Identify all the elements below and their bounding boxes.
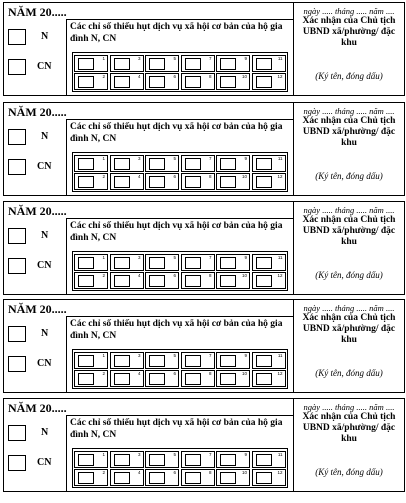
indicator-checkbox[interactable] — [181, 370, 215, 387]
indicator-checkbox[interactable] — [252, 352, 286, 369]
indicator-box — [149, 58, 165, 70]
indicator-number: 7 — [208, 156, 212, 161]
confirmation-title: Xác nhận của Chủ tịch UBND xã/phường/ đặc khu — [302, 412, 396, 444]
signature-note: (Ký tên, đóng dấu) — [315, 171, 383, 181]
checkbox-cn-label: CN — [37, 260, 52, 271]
indicator-box — [149, 454, 165, 466]
indicator-description: Các chỉ số thiếu hụt dịch vụ xã hội cơ bản của hộ gia đình N, CN — [70, 122, 283, 144]
indicator-number: 4 — [137, 470, 141, 475]
indicator-checkbox[interactable] — [74, 73, 108, 90]
checkbox-cn[interactable] — [8, 258, 26, 274]
indicator-checkbox[interactable] — [216, 155, 250, 172]
date-line: ngày ..... tháng ..... năm .... — [303, 205, 395, 215]
indicator-number: 10 — [241, 470, 247, 475]
indicator-grid — [72, 152, 288, 192]
indicator-number: 7 — [208, 56, 212, 61]
indicator-box — [149, 373, 165, 385]
indicator-box — [185, 454, 201, 466]
indicator-grid — [72, 349, 288, 389]
indicator-number: 12 — [277, 74, 283, 79]
year-label: NĂM 20..... — [8, 302, 67, 316]
indicator-number: 11 — [277, 156, 283, 161]
year-confirmation-block — [3, 102, 405, 196]
indicator-number: 1 — [102, 255, 105, 260]
date-line: ngày ..... tháng ..... năm .... — [303, 402, 395, 412]
checkbox-cn-label: CN — [37, 358, 52, 369]
checkbox-cn[interactable] — [8, 455, 26, 471]
year-confirmation-block — [3, 2, 405, 96]
indicator-number: 10 — [241, 371, 247, 376]
indicator-checkbox[interactable] — [216, 370, 250, 387]
indicator-checkbox[interactable] — [110, 451, 144, 468]
indicator-checkbox[interactable] — [110, 272, 144, 289]
year-label: NĂM 20..... — [8, 401, 67, 415]
indicator-number: 7 — [208, 452, 212, 457]
year-label: NĂM 20..... — [8, 105, 67, 119]
checkbox-cn[interactable] — [8, 356, 26, 372]
section-divider — [66, 19, 293, 20]
section-divider — [66, 316, 67, 392]
indicator-number: 3 — [137, 56, 141, 61]
indicator-box — [256, 257, 272, 269]
indicator-number: 2 — [102, 174, 105, 179]
indicator-box — [256, 454, 272, 466]
indicator-number: 3 — [137, 156, 141, 161]
indicator-box — [114, 176, 130, 188]
indicator-number: 12 — [277, 174, 283, 179]
checkbox-n[interactable] — [8, 425, 26, 441]
indicator-number: 10 — [241, 74, 247, 79]
indicator-box — [185, 158, 201, 170]
indicator-box — [256, 472, 272, 484]
indicator-checkbox[interactable] — [216, 55, 250, 72]
indicator-box — [149, 257, 165, 269]
indicator-number: 2 — [102, 371, 105, 376]
indicator-box — [114, 355, 130, 367]
indicator-box — [114, 58, 130, 70]
indicator-checkbox[interactable] — [181, 173, 215, 190]
indicator-box — [78, 58, 94, 70]
checkbox-n-label: N — [41, 427, 49, 438]
checkbox-cn-label: CN — [37, 61, 52, 72]
indicator-description: Các chỉ số thiếu hụt dịch vụ xã hội cơ bản của hộ gia đình N, CN — [70, 319, 283, 341]
indicator-description: Các chỉ số thiếu hụt dịch vụ xã hội cơ bản của hộ gia đình N, CN — [70, 418, 283, 440]
indicator-checkbox[interactable] — [110, 55, 144, 72]
indicator-checkbox[interactable] — [110, 352, 144, 369]
indicator-description: Các chỉ số thiếu hụt dịch vụ xã hội cơ bản của hộ gia đình N, CN — [70, 221, 283, 243]
confirmation-section — [294, 103, 404, 195]
checkbox-n[interactable] — [8, 29, 26, 45]
indicator-checkbox[interactable] — [252, 254, 286, 271]
indicator-section — [4, 3, 294, 95]
indicator-box — [114, 373, 130, 385]
indicator-box — [185, 176, 201, 188]
indicator-box — [185, 472, 201, 484]
confirmation-section — [294, 202, 404, 294]
indicator-box — [78, 472, 94, 484]
indicator-checkbox[interactable] — [181, 73, 215, 90]
indicator-checkbox[interactable] — [252, 370, 286, 387]
indicator-number: 9 — [244, 452, 247, 457]
indicator-number: 6 — [173, 74, 176, 79]
indicator-number: 3 — [137, 255, 141, 260]
indicator-checkbox[interactable] — [74, 469, 108, 486]
indicator-checkbox[interactable] — [252, 155, 286, 172]
indicator-number: 7 — [208, 353, 212, 358]
indicator-box — [149, 472, 165, 484]
indicator-checkbox[interactable] — [145, 469, 179, 486]
indicator-number: 11 — [277, 56, 283, 61]
indicator-number: 5 — [173, 255, 176, 260]
indicator-description: Các chỉ số thiếu hụt dịch vụ xã hội cơ bản của hộ gia đình N, CN — [70, 22, 283, 44]
indicator-number: 9 — [244, 255, 247, 260]
indicator-box — [78, 454, 94, 466]
indicator-checkbox[interactable] — [252, 469, 286, 486]
indicator-grid — [72, 251, 288, 291]
indicator-checkbox[interactable] — [216, 272, 250, 289]
indicator-number: 1 — [102, 353, 105, 358]
indicator-number: 5 — [173, 353, 176, 358]
indicator-box — [220, 472, 236, 484]
indicator-box — [114, 76, 130, 88]
indicator-checkbox[interactable] — [216, 73, 250, 90]
indicator-number: 5 — [173, 56, 176, 61]
indicator-number: 4 — [137, 371, 141, 376]
indicator-checkbox[interactable] — [74, 155, 108, 172]
indicator-checkbox[interactable] — [252, 272, 286, 289]
indicator-number: 3 — [137, 353, 141, 358]
indicator-box — [78, 76, 94, 88]
indicator-box — [220, 58, 236, 70]
indicator-box — [220, 76, 236, 88]
indicator-checkbox[interactable] — [110, 469, 144, 486]
indicator-box — [185, 275, 201, 287]
checkbox-n-label: N — [41, 131, 49, 142]
checkbox-n-label: N — [41, 31, 49, 42]
indicator-checkbox[interactable] — [145, 451, 179, 468]
indicator-checkbox[interactable] — [110, 254, 144, 271]
indicator-checkbox[interactable] — [110, 173, 144, 190]
indicator-number: 9 — [244, 56, 247, 61]
indicator-checkbox[interactable] — [216, 469, 250, 486]
indicator-box — [114, 275, 130, 287]
date-line: ngày ..... tháng ..... năm .... — [303, 6, 395, 16]
indicator-box — [149, 275, 165, 287]
section-divider — [66, 119, 293, 120]
indicator-box — [256, 76, 272, 88]
indicator-number: 12 — [277, 371, 283, 376]
indicator-number: 5 — [173, 452, 176, 457]
indicator-grid — [72, 448, 288, 488]
indicator-box — [149, 355, 165, 367]
indicator-box — [220, 355, 236, 367]
indicator-box — [114, 158, 130, 170]
indicator-number: 8 — [208, 371, 212, 376]
indicator-checkbox[interactable] — [181, 55, 215, 72]
indicator-number: 5 — [173, 156, 176, 161]
confirmation-title: Xác nhận của Chủ tịch UBND xã/phường/ đặc khu — [302, 116, 396, 148]
indicator-box — [185, 355, 201, 367]
indicator-box — [256, 275, 272, 287]
indicator-checkbox[interactable] — [74, 272, 108, 289]
indicator-number: 4 — [137, 174, 141, 179]
year-confirmation-block — [3, 201, 405, 295]
indicator-number: 4 — [137, 273, 141, 278]
indicator-number: 6 — [173, 273, 176, 278]
indicator-section — [4, 103, 294, 195]
indicator-checkbox[interactable] — [145, 73, 179, 90]
indicator-box — [149, 176, 165, 188]
indicator-box — [256, 176, 272, 188]
year-label: NĂM 20..... — [8, 5, 67, 19]
indicator-box — [256, 355, 272, 367]
date-line: ngày ..... tháng ..... năm .... — [303, 106, 395, 116]
indicator-section — [4, 399, 294, 491]
section-divider — [66, 415, 67, 491]
indicator-number: 9 — [244, 353, 247, 358]
indicator-section — [4, 300, 294, 392]
indicator-number: 6 — [173, 174, 176, 179]
indicator-number: 8 — [208, 470, 212, 475]
indicator-checkbox[interactable] — [216, 254, 250, 271]
indicator-box — [114, 257, 130, 269]
confirmation-title: Xác nhận của Chủ tịch UBND xã/phường/ đặc khu — [302, 215, 396, 247]
indicator-box — [78, 373, 94, 385]
section-divider — [66, 218, 293, 219]
indicator-box — [256, 58, 272, 70]
indicator-box — [149, 158, 165, 170]
indicator-box — [78, 158, 94, 170]
confirmation-section — [294, 300, 404, 392]
indicator-box — [220, 158, 236, 170]
indicator-checkbox[interactable] — [145, 155, 179, 172]
indicator-checkbox[interactable] — [216, 352, 250, 369]
indicator-box — [185, 76, 201, 88]
section-divider — [66, 19, 67, 95]
indicator-number: 1 — [102, 56, 105, 61]
indicator-box — [256, 158, 272, 170]
indicator-checkbox[interactable] — [252, 73, 286, 90]
checkbox-cn[interactable] — [8, 159, 26, 175]
indicator-number: 12 — [277, 273, 283, 278]
indicator-box — [220, 257, 236, 269]
checkbox-n-label: N — [41, 230, 49, 241]
checkbox-n[interactable] — [8, 326, 26, 342]
indicator-box — [78, 257, 94, 269]
indicator-number: 12 — [277, 470, 283, 475]
checkbox-n-label: N — [41, 328, 49, 339]
indicator-checkbox[interactable] — [145, 55, 179, 72]
checkbox-cn[interactable] — [8, 59, 26, 75]
indicator-checkbox[interactable] — [74, 352, 108, 369]
indicator-box — [78, 275, 94, 287]
indicator-checkbox[interactable] — [145, 272, 179, 289]
signature-note: (Ký tên, đóng dấu) — [315, 270, 383, 280]
section-divider — [66, 316, 293, 317]
indicator-checkbox[interactable] — [252, 173, 286, 190]
signature-note: (Ký tên, đóng dấu) — [315, 467, 383, 477]
indicator-number: 11 — [277, 255, 283, 260]
year-label: NĂM 20..... — [8, 204, 67, 218]
indicator-number: 2 — [102, 470, 105, 475]
indicator-number: 2 — [102, 273, 105, 278]
year-confirmation-block — [3, 299, 405, 393]
indicator-number: 8 — [208, 174, 212, 179]
indicator-number: 8 — [208, 273, 212, 278]
indicator-number: 8 — [208, 74, 212, 79]
indicator-checkbox[interactable] — [145, 352, 179, 369]
indicator-number: 6 — [173, 470, 176, 475]
indicator-box — [114, 472, 130, 484]
indicator-checkbox[interactable] — [181, 254, 215, 271]
indicator-box — [78, 176, 94, 188]
indicator-number: 9 — [244, 156, 247, 161]
indicator-number: 2 — [102, 74, 105, 79]
indicator-checkbox[interactable] — [145, 173, 179, 190]
indicator-box — [220, 275, 236, 287]
indicator-checkbox[interactable] — [74, 370, 108, 387]
indicator-number: 11 — [277, 452, 283, 457]
date-line: ngày ..... tháng ..... năm .... — [303, 303, 395, 313]
indicator-number: 10 — [241, 273, 247, 278]
indicator-checkbox[interactable] — [110, 73, 144, 90]
indicator-number: 1 — [102, 452, 105, 457]
indicator-checkbox[interactable] — [145, 254, 179, 271]
confirmation-section — [294, 3, 404, 95]
indicator-grid — [72, 52, 288, 92]
indicator-checkbox[interactable] — [74, 173, 108, 190]
indicator-checkbox[interactable] — [110, 370, 144, 387]
indicator-box — [220, 454, 236, 466]
indicator-number: 1 — [102, 156, 105, 161]
indicator-box — [256, 373, 272, 385]
indicator-box — [220, 176, 236, 188]
confirmation-section — [294, 399, 404, 491]
section-divider — [66, 218, 67, 294]
checkbox-n[interactable] — [8, 129, 26, 145]
indicator-checkbox[interactable] — [216, 173, 250, 190]
checkbox-cn-label: CN — [37, 457, 52, 468]
section-divider — [66, 119, 67, 195]
confirmation-title: Xác nhận của Chủ tịch UBND xã/phường/ đặc khu — [302, 313, 396, 345]
year-confirmation-block — [3, 398, 405, 492]
indicator-number: 4 — [137, 74, 141, 79]
indicator-checkbox[interactable] — [145, 370, 179, 387]
indicator-checkbox[interactable] — [74, 451, 108, 468]
indicator-checkbox[interactable] — [181, 155, 215, 172]
indicator-checkbox[interactable] — [74, 55, 108, 72]
indicator-checkbox[interactable] — [181, 352, 215, 369]
indicator-checkbox[interactable] — [181, 451, 215, 468]
indicator-section — [4, 202, 294, 294]
indicator-checkbox[interactable] — [252, 451, 286, 468]
indicator-number: 11 — [277, 353, 283, 358]
indicator-checkbox[interactable] — [110, 155, 144, 172]
indicator-number: 7 — [208, 255, 212, 260]
confirmation-title: Xác nhận của Chủ tịch UBND xã/phường/ đặc khu — [302, 16, 396, 48]
indicator-checkbox[interactable] — [181, 469, 215, 486]
signature-note: (Ký tên, đóng dấu) — [315, 71, 383, 81]
indicator-box — [114, 454, 130, 466]
signature-note: (Ký tên, đóng dấu) — [315, 368, 383, 378]
section-divider — [66, 415, 293, 416]
checkbox-n[interactable] — [8, 228, 26, 244]
indicator-checkbox[interactable] — [74, 254, 108, 271]
indicator-checkbox[interactable] — [181, 272, 215, 289]
indicator-number: 10 — [241, 174, 247, 179]
indicator-box — [149, 76, 165, 88]
indicator-checkbox[interactable] — [252, 55, 286, 72]
checkbox-cn-label: CN — [37, 161, 52, 172]
indicator-box — [220, 373, 236, 385]
indicator-box — [185, 373, 201, 385]
indicator-box — [185, 58, 201, 70]
indicator-box — [185, 257, 201, 269]
indicator-number: 6 — [173, 371, 176, 376]
indicator-box — [78, 355, 94, 367]
indicator-number: 3 — [137, 452, 141, 457]
indicator-checkbox[interactable] — [216, 451, 250, 468]
